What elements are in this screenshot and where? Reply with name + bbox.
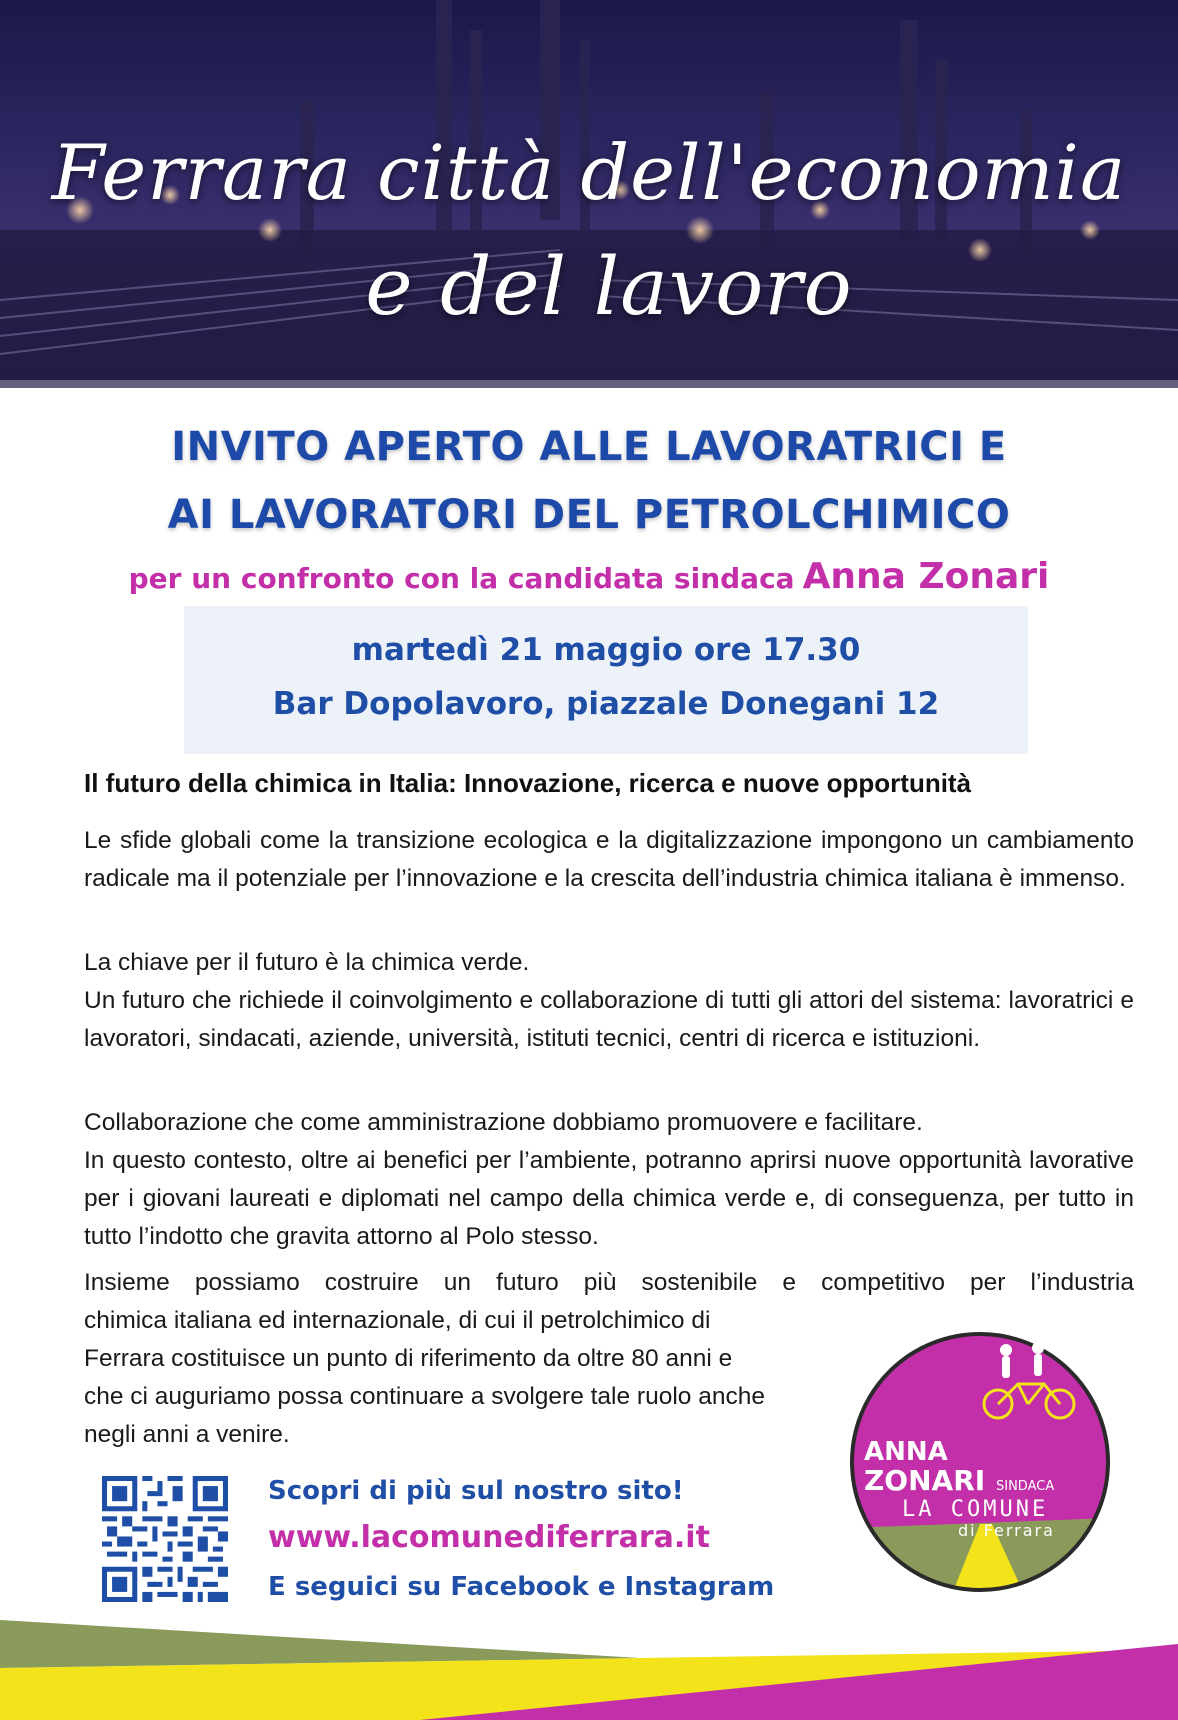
qr-code-icon[interactable] <box>102 1476 228 1602</box>
event-date: martedì 21 maggio ore 17.30 <box>351 632 861 668</box>
candidate-name: Anna Zonari <box>802 556 1050 597</box>
paragraph-3-body: In questo contesto, oltre ai benefici per l’ambiente, potranno aprirsi nuove opportunità lavorative per i giovani laureati e diplomati nel campo della chimica verde e, di conseguenza, per tutto in tutto l’indotto che gravita attorno al Polo stesso. <box>84 1147 1134 1250</box>
social-follow-text: E seguici su Facebook e Instagram <box>268 1572 775 1602</box>
banner-title-line1: Ferrara città dell'economia <box>51 128 1127 217</box>
website-link[interactable]: www.lacomunediferrara.it <box>268 1520 710 1555</box>
paragraph-2 <box>84 944 1134 1058</box>
logo-role: SINDACA <box>996 1479 1055 1494</box>
event-details-box <box>184 606 1028 754</box>
invite-heading-line1: INVITO APERTO ALLE LAVORATRICI E <box>171 424 1007 470</box>
paragraph-1: Le sfide globali come la transizione ecologica e la digitalizzazione impongono un cambiamento radicale ma il potenziale per l’innovazione e la crescita dell’industria chimica italiana è immenso. <box>84 827 1134 892</box>
banner-title-line2: e del lavoro <box>365 240 853 333</box>
header-banner <box>0 0 1178 388</box>
subheading-text: per un confronto con la candidata sindaca <box>128 562 795 595</box>
logo-name-line2: ZONARI <box>864 1464 986 1497</box>
paragraph-2-body: Un futuro che richiede il coinvolgimento e collaborazione di tutti gli attori del sistema: lavoratrici e lavoratori, sindacati, aziende, università, istituti tecnici, centri di ricerca e istituzioni. <box>84 987 1134 1052</box>
logo-org-line2: di Ferrara <box>958 1521 1055 1540</box>
paragraph-2-intro: La chiave per il futuro è la chimica verde. <box>84 949 530 976</box>
paragraph-4-continued: chimica italiana ed internazionale, di cui il petrolchimico di Ferrara costituisce un punto di riferimento da oltre 80 anni e che ci auguriamo possa continuare a svolgere tale ruolo anche negli anni a venire. <box>84 1307 765 1448</box>
event-place: Bar Dopolavoro, piazzale Donegani 12 <box>272 686 940 722</box>
discover-more-text: Scopri di più sul nostro sito! <box>268 1476 684 1506</box>
paragraph-3 <box>84 1104 1134 1256</box>
footer-stripes <box>0 1610 1178 1720</box>
logo-org-line1: LA COMUNE <box>902 1497 1049 1522</box>
paragraph-3-intro: Collaborazione che come amministrazione dobbiamo promuovere e facilitare. <box>84 1109 923 1136</box>
section-title: Il futuro della chimica in Italia: Innovazione, ricerca e nuove opportunità <box>84 768 972 798</box>
paragraph-4-first-line: Insieme possiamo costruire un futuro più sostenibile e competitivo per l’industria <box>84 1269 1134 1296</box>
anna-zonari-logo <box>848 1330 1112 1594</box>
invite-subheading <box>0 556 1178 597</box>
logo-name-line1: ANNA <box>864 1437 948 1467</box>
invite-heading-line2: AI LAVORATORI DEL PETROLCHIMICO <box>167 492 1011 538</box>
